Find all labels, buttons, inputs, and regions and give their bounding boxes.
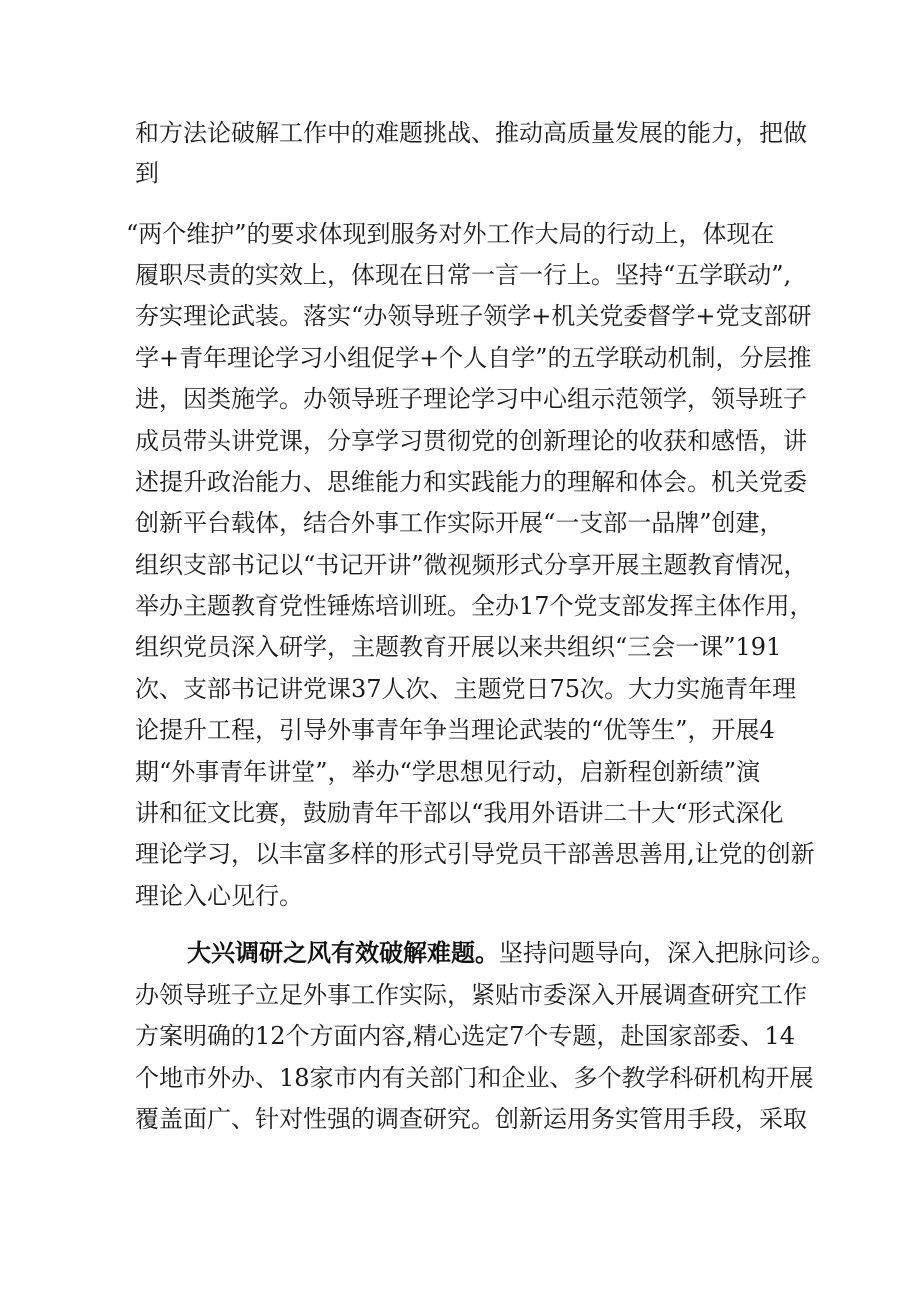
text-line-3: “两个维护”的要求体现到服务对外工作大局的行动上，体现在 [126,220,775,248]
text-line-23: 个地市外办、18家市内有关部门和企业、多个教学科研机构开展 [135,1064,814,1092]
text-line-8: 成员带头讲党课，分享学习贯彻党的创新理论的收获和感悟，讲 [135,427,807,455]
section-heading-continuation: 坚持问题导向，深入把脉问诊。 [499,939,835,967]
text-line-10: 创新平台载体，结合外事工作实际开展“一支部一品牌”创建， [135,509,784,537]
text-line-18: 理论学习，以丰富多样的形式引导党员干部善思善用,让党的创新 [135,840,815,868]
text-line-6: 学+青年理论学习小组促学+个人自学”的五学联动机制，分层推 [135,344,812,372]
text-line-24: 覆盖面广、针对性强的调查研究。创新运用务实管用手段，采取 [135,1105,807,1133]
text-line-7: 进，因类施学。办领导班子理论学习中心组示范领学，领导班子 [135,385,807,413]
text-line-9: 述提升政治能力、思维能力和实践能力的理解和体会。机关党委 [135,468,807,496]
text-line-16: 期“外事青年讲堂”，举办“学思想见行动，启新程创新绩”演 [135,758,761,786]
text-line-21: 办领导班子立足外事工作实际，紧贴市委深入开展调查研究工作 [135,981,807,1009]
text-line-13: 组织党员深入研学，主题教育开展以来共组织“三会一课”191 [135,633,782,661]
paragraph-2-first-line [187,938,835,968]
text-line-14: 次、支部书记讲党课37人次、主题党日75次。大力实施青年理 [135,675,797,703]
text-line-11: 组织支部书记以“书记开讲”微视频形式分享开展主题教育情况， [135,551,808,579]
text-line-17: 讲和征文比赛，鼓励青年干部以“我用外语讲二十大“形式深化 [135,799,784,827]
text-line-5: 夯实理论武装。落实“办领导班子领学+机关党委督学+党支部研 [135,302,812,330]
text-line-15: 论提升工程，引导外事青年争当理论武装的“优等生”，开展4 [135,716,775,744]
text-line-19: 理论入心见行。 [135,882,303,910]
text-line-22: 方案明确的12个方面内容,精心选定7个专题，赴国家部委、14 [135,1022,795,1050]
text-line-12: 举办主题教育党性锤炼培训班。全办17个党支部发挥主体作用， [135,592,814,620]
text-line-4: 履职尽责的实效上，体现在日常一言一行上。坚持“五学联动”, [135,261,792,289]
text-line-1: 和方法论破解工作中的难题挑战、推动高质量发展的能力，把做 [135,119,807,147]
section-heading: 大兴调研之风有效破解难题。 [187,939,499,967]
text-line-2: 到 [135,159,159,187]
